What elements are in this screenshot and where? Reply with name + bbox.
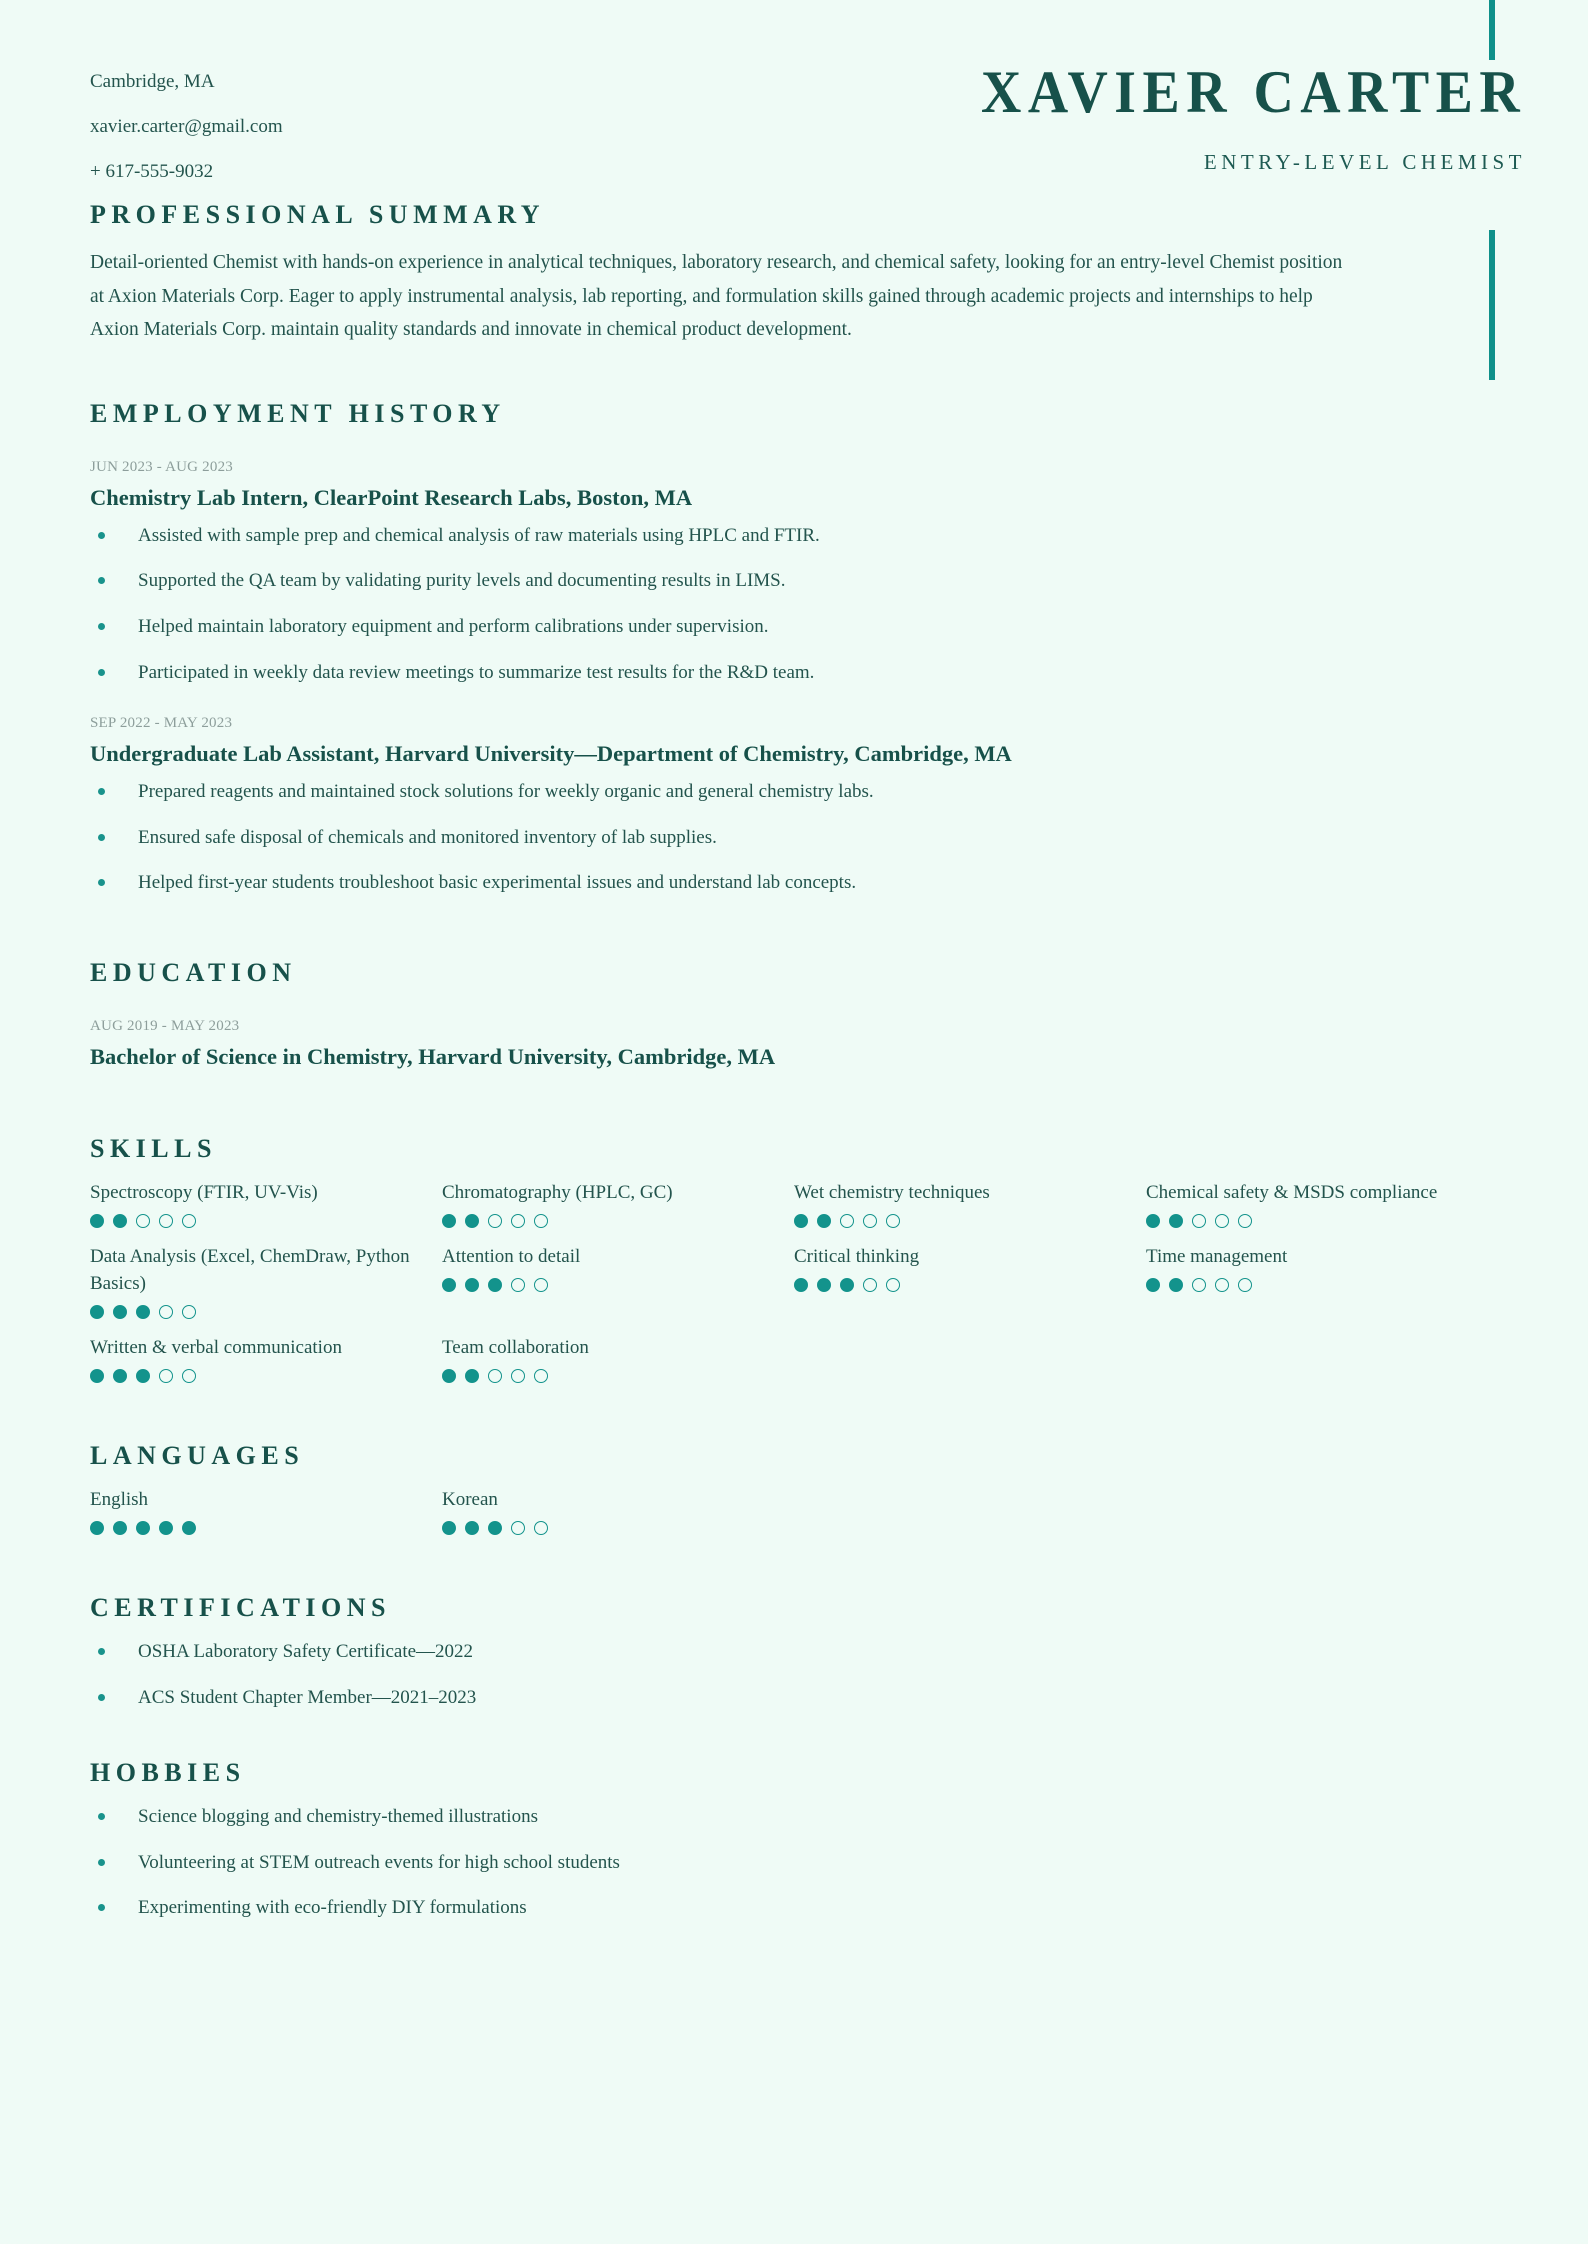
candidate-job-title: ENTRY-LEVEL CHEMIST [1203,150,1526,174]
rating-dot-filled-icon [90,1214,104,1228]
rating-dot-filled-icon [465,1278,479,1292]
rating-dot-filled-icon [442,1214,456,1228]
rating-dot-filled-icon [136,1369,150,1383]
list-item [90,523,1498,549]
rating-dot-empty-icon [886,1214,900,1228]
list-item [90,568,1498,594]
entry-title: Bachelor of Science in Chemistry, Harvard University, Cambridge, MA [90,1044,776,1070]
list-item-text: Ensured safe disposal of chemicals and monitored inventory of lab supplies. [138,826,717,848]
rating-dots [90,1521,434,1535]
section-heading-languages: LANGUAGES [90,1440,305,1470]
rating-label: Time management [1146,1246,1288,1268]
rating-dot-filled-icon [136,1305,150,1319]
list-item-text: Volunteering at STEM outreach events for high school students [138,1851,620,1873]
rating-label: Spectroscopy (FTIR, UV-Vis) [90,1182,318,1204]
rating-item [442,1335,794,1389]
rating-dot-filled-icon [817,1278,831,1292]
section-heading-hobbies: HOBBIES [90,1758,246,1788]
rating-dot-empty-icon [136,1214,150,1228]
rating-dot-filled-icon [488,1278,502,1292]
list-item [90,1804,1498,1830]
rating-label: Data Analysis (Excel, ChemDraw, Python Basics) [90,1246,410,1295]
list-item [90,870,1498,896]
rating-dot-filled-icon [1146,1214,1160,1228]
entry-title: Chemistry Lab Intern, ClearPoint Research Labs, Boston, MA [90,484,693,510]
rating-item [90,1244,442,1325]
summary-text: Detail-oriented Chemist with hands-on experience in analytical techniques, laboratory research, and chemical safety, looking for an entry-level Chemist position at Axion Materials Corp. Eager to apply instrumental analysis, lab reporting, and formulation skills gained through academic projects and internships to help Axion Materials Corp. maintain quality standards and innovate in chemical product development. [90,252,1343,341]
entry-bullet-list [90,779,1498,896]
rating-item [442,1244,794,1325]
rating-label: Chromatography (HPLC, GC) [442,1182,673,1204]
list-item [90,1895,1498,1921]
list-item-text: Helped first-year students troubleshoot basic experimental issues and understand lab concepts. [138,872,857,894]
rating-dot-empty-icon [886,1278,900,1292]
rating-dot-empty-icon [1192,1278,1206,1292]
rating-item [90,1487,442,1541]
list-item [90,825,1498,851]
rating-label: Chemical safety & MSDS compliance [1146,1182,1438,1204]
rating-dots [442,1278,786,1292]
entry-title: Undergraduate Lab Assistant, Harvard University—Department of Chemistry, Cambridge, MA [90,741,1012,767]
bullet-dot-icon [98,1813,105,1820]
list-item [90,1685,1498,1711]
rating-dot-empty-icon [511,1278,525,1292]
rating-dots [442,1521,786,1535]
rating-dot-empty-icon [1238,1214,1252,1228]
rating-dot-empty-icon [840,1214,854,1228]
rating-item [442,1487,794,1541]
rating-dot-filled-icon [90,1521,104,1535]
rating-dot-filled-icon [1146,1278,1160,1292]
rating-dot-empty-icon [534,1214,548,1228]
rating-dot-filled-icon [113,1305,127,1319]
rating-dot-filled-icon [159,1521,173,1535]
section-certifications [0,1593,1588,1710]
section-heading-summary: PROFESSIONAL SUMMARY [90,200,546,229]
rating-dot-empty-icon [1238,1278,1252,1292]
bullet-dot-icon [98,669,105,676]
rating-dot-empty-icon [1192,1214,1206,1228]
rating-dot-filled-icon [488,1521,502,1535]
rating-dot-filled-icon [465,1521,479,1535]
rating-dots [1146,1214,1490,1228]
contact-phone: + 617-555-9032 [90,161,214,182]
rating-dot-empty-icon [534,1521,548,1535]
rating-dots [794,1278,1138,1292]
contact-block [90,72,283,207]
bullet-dot-icon [98,1904,105,1911]
rating-dot-filled-icon [90,1369,104,1383]
list-item-text: Experimenting with eco-friendly DIY formulations [138,1897,527,1919]
bullet-dot-icon [98,1694,105,1701]
rating-dot-empty-icon [534,1369,548,1383]
rating-dots [442,1369,786,1383]
list-item-text: Helped maintain laboratory equipment and perform calibrations under supervision. [138,615,769,637]
bullet-dot-icon [98,1859,105,1866]
rating-dot-filled-icon [90,1305,104,1319]
rating-dot-filled-icon [442,1278,456,1292]
rating-dot-empty-icon [159,1305,173,1319]
rating-dot-empty-icon [511,1521,525,1535]
contact-email: xavier.carter@gmail.com [90,116,283,137]
rating-dots [794,1214,1138,1228]
rating-dot-empty-icon [159,1369,173,1383]
list-item [90,614,1498,640]
rating-dot-empty-icon [863,1214,877,1228]
rating-dot-empty-icon [182,1369,196,1383]
bullet-dot-icon [98,623,105,630]
rating-dot-filled-icon [1169,1278,1183,1292]
section-education [0,958,1588,1070]
resume-header [0,0,1588,200]
section-heading-employment: EMPLOYMENT HISTORY [90,398,506,428]
bullet-dot-icon [98,834,105,841]
candidate-name: XAVIER CARTER [980,59,1526,125]
rating-dot-empty-icon [511,1214,525,1228]
list-item [90,660,1498,686]
list-item-text: Assisted with sample prep and chemical analysis of raw materials using HPLC and FTIR. [138,524,820,546]
rating-dot-empty-icon [488,1214,502,1228]
education-entry [90,1018,1498,1070]
rating-dot-empty-icon [182,1305,196,1319]
bullet-dot-icon [98,879,105,886]
rating-dot-empty-icon [488,1369,502,1383]
rating-label: Written & verbal communication [90,1336,342,1358]
rating-dot-empty-icon [511,1369,525,1383]
rating-dot-empty-icon [534,1278,548,1292]
rating-dot-filled-icon [794,1214,808,1228]
rating-dots [1146,1278,1490,1292]
hobbies-list [90,1804,1498,1921]
rating-dots [442,1214,786,1228]
rating-item [90,1180,442,1234]
section-heading-education: EDUCATION [90,958,297,988]
rating-label: Attention to detail [442,1246,581,1268]
section-skills [0,1134,1588,1399]
list-item-text: Participated in weekly data review meetings to summarize test results for the R&D team. [138,661,815,683]
rating-dot-empty-icon [1215,1278,1229,1292]
section-employment-history [0,399,1588,896]
bullet-dot-icon [98,577,105,584]
section-hobbies [0,1758,1588,1921]
list-item-text: Supported the QA team by validating purity levels and documenting results in LIMS. [138,570,786,592]
employment-entry [90,459,1498,686]
rating-dot-filled-icon [1169,1214,1183,1228]
certifications-list [90,1639,1498,1710]
rating-dot-filled-icon [840,1278,854,1292]
rating-dots [90,1305,434,1319]
entry-date: JUN 2023 - AUG 2023 [90,458,233,475]
rating-item [442,1180,794,1234]
list-item-text: OSHA Laboratory Safety Certificate—2022 [138,1640,474,1662]
rating-label: Korean [442,1488,498,1510]
rating-dots [90,1214,434,1228]
rating-item [1146,1244,1498,1325]
list-item [90,1639,1498,1665]
section-heading-certifications: CERTIFICATIONS [90,1592,391,1622]
rating-dot-filled-icon [442,1521,456,1535]
rating-dots [90,1369,434,1383]
rating-dot-filled-icon [465,1369,479,1383]
rating-dot-filled-icon [113,1369,127,1383]
rating-label: English [90,1488,149,1510]
bullet-dot-icon [98,788,105,795]
list-item [90,1850,1498,1876]
rating-dot-filled-icon [113,1521,127,1535]
rating-dot-filled-icon [465,1214,479,1228]
bullet-dot-icon [98,1648,105,1655]
rating-label: Critical thinking [794,1246,920,1268]
contact-location: Cambridge, MA [90,71,215,92]
rating-item [90,1335,442,1389]
rating-dot-filled-icon [136,1521,150,1535]
section-languages [0,1441,1588,1551]
rating-dot-filled-icon [442,1369,456,1383]
rating-dot-filled-icon [817,1214,831,1228]
rating-dot-filled-icon [113,1214,127,1228]
rating-dot-filled-icon [794,1278,808,1292]
rating-dot-empty-icon [182,1214,196,1228]
section-professional-summary [0,200,1588,347]
rating-item [794,1180,1146,1234]
entry-date: AUG 2019 - MAY 2023 [90,1018,240,1035]
entry-date: SEP 2022 - MAY 2023 [90,715,233,732]
skills-grid [90,1180,1498,1399]
employment-entry [90,715,1498,896]
rating-item [1146,1180,1498,1234]
rating-dot-empty-icon [1215,1214,1229,1228]
rating-label: Wet chemistry techniques [794,1182,990,1204]
bullet-dot-icon [98,532,105,539]
list-item-text: ACS Student Chapter Member—2021–2023 [138,1686,477,1708]
rating-dot-empty-icon [863,1278,877,1292]
entry-bullet-list [90,523,1498,686]
list-item-text: Science blogging and chemistry-themed illustrations [138,1806,538,1828]
list-item [90,779,1498,805]
languages-grid [90,1487,1498,1551]
rating-dot-filled-icon [182,1521,196,1535]
rating-label: Team collaboration [442,1336,589,1358]
rating-dot-empty-icon [159,1214,173,1228]
section-heading-skills: SKILLS [90,1134,217,1164]
rating-item [794,1244,1146,1325]
name-block [940,59,1526,175]
list-item-text: Prepared reagents and maintained stock solutions for weekly organic and general chemistry labs. [138,781,874,803]
